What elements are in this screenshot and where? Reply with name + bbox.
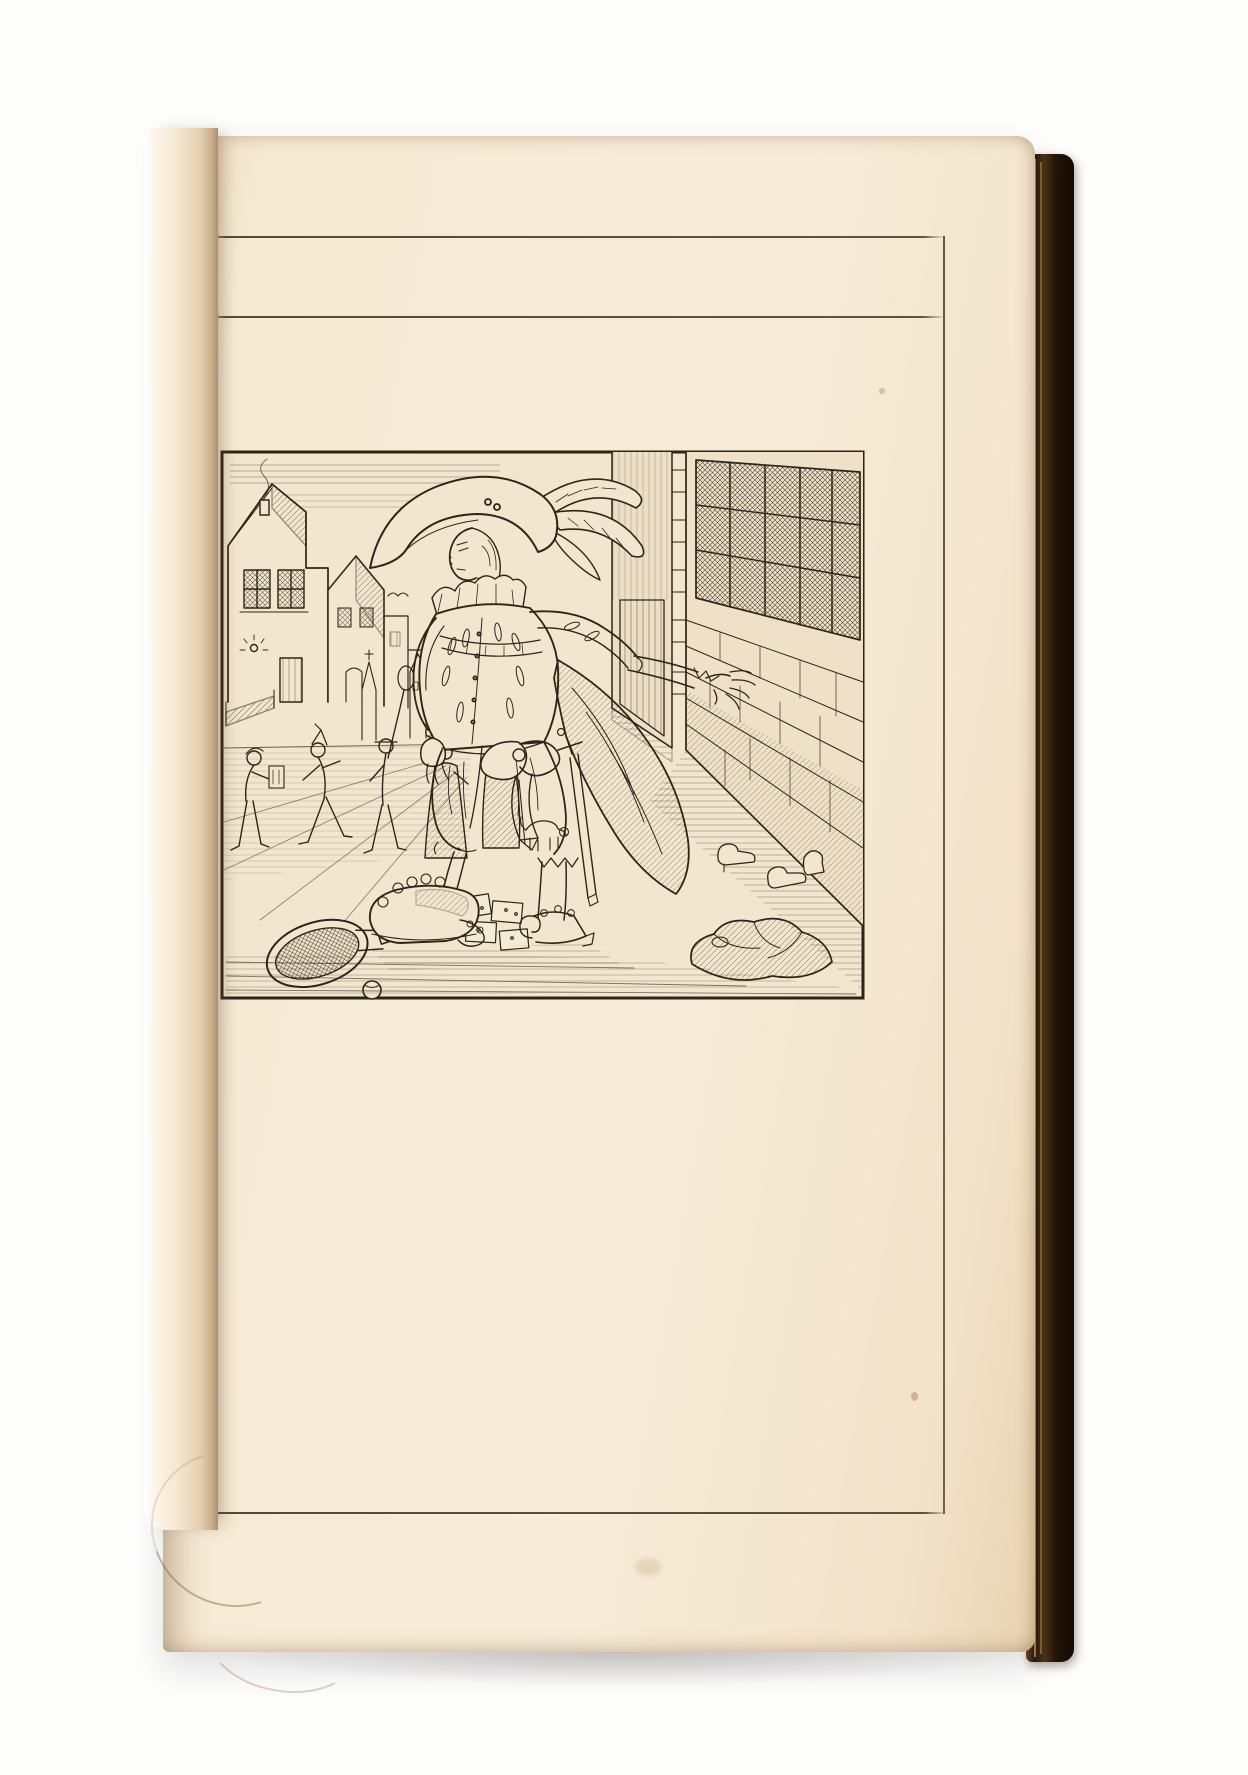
poem-line bbox=[211, 1378, 935, 1412]
text-block-right-rule bbox=[943, 236, 945, 1514]
poem-line bbox=[211, 1276, 935, 1310]
poem-line bbox=[211, 1446, 935, 1480]
paper-stain bbox=[911, 1392, 918, 1401]
header-rule-bottom bbox=[203, 316, 945, 318]
book-page bbox=[163, 136, 1035, 1652]
poem-line bbox=[211, 1208, 935, 1242]
header-rule-top bbox=[203, 236, 945, 238]
engraving-illustration bbox=[220, 450, 865, 1000]
poem-line bbox=[211, 1344, 935, 1378]
paper-stain bbox=[879, 388, 885, 394]
poem-line bbox=[211, 1242, 935, 1276]
poem-line bbox=[211, 1412, 935, 1446]
poem-line bbox=[211, 1310, 935, 1344]
previous-page-curl bbox=[144, 128, 218, 1530]
previous-page-fragments bbox=[139, 146, 220, 1524]
poem bbox=[211, 1208, 935, 1480]
paper-stain bbox=[635, 1558, 661, 1576]
doublet bbox=[419, 604, 558, 750]
